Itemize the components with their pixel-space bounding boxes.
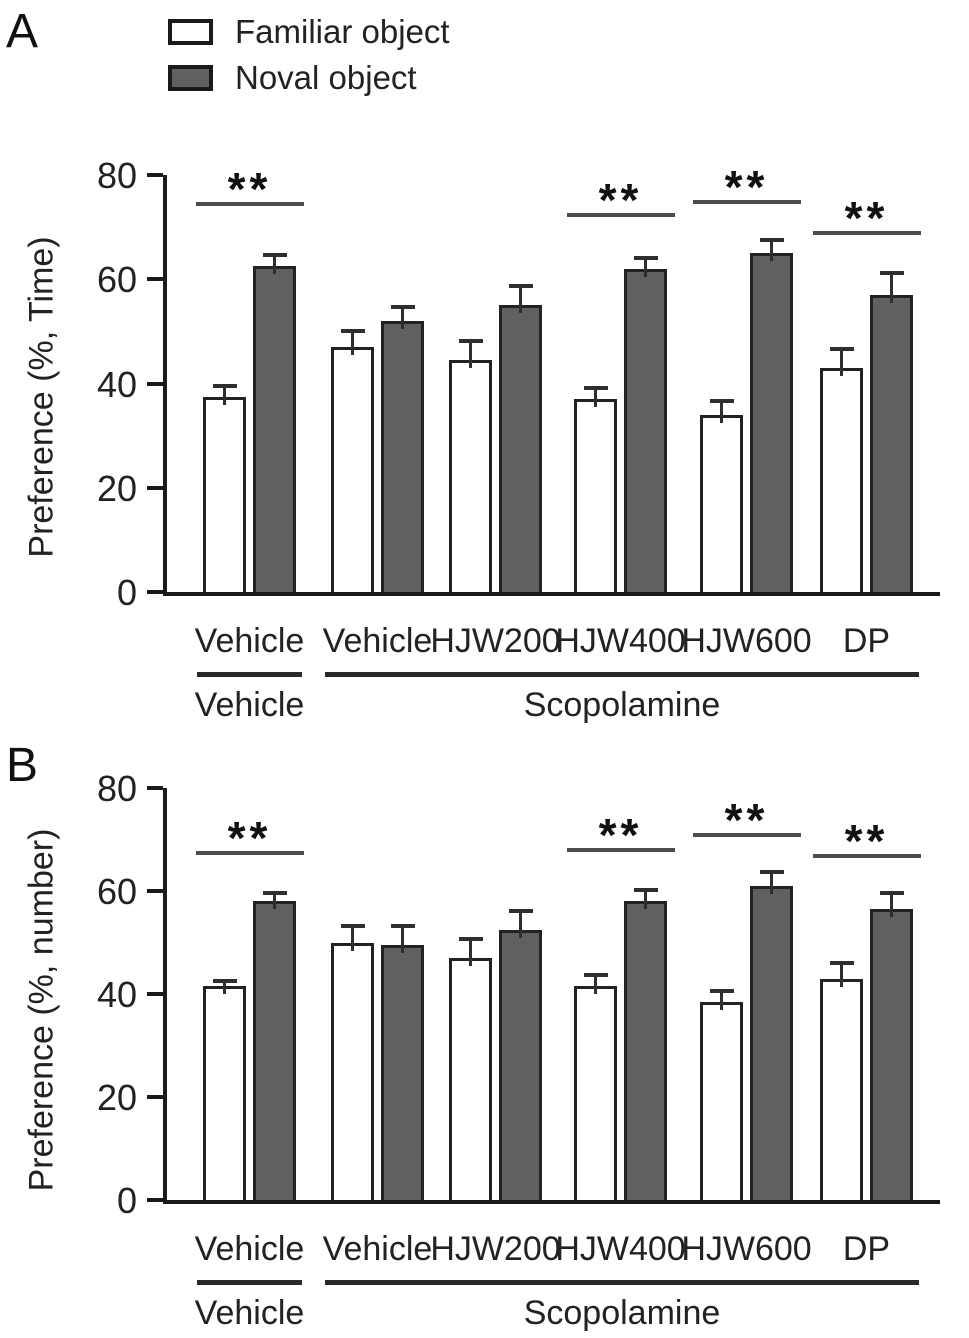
legend-label-novel: Noval object <box>235 59 417 96</box>
familiar-bar <box>574 986 617 1200</box>
y-tick-label: 60 <box>96 871 137 912</box>
novel-bar <box>381 321 424 592</box>
y-axis-tick <box>147 382 163 386</box>
error-bar-cap <box>263 253 287 257</box>
familiar-bar <box>574 399 617 592</box>
error-bar-cap <box>509 284 533 288</box>
error-bar-cap <box>509 909 533 913</box>
novel-bar <box>499 930 542 1200</box>
panel-a-y-axis-title: Preference (%, Time) <box>22 236 61 558</box>
error-bar-cap <box>213 384 237 388</box>
category-label: HJW200 <box>430 1230 561 1268</box>
y-axis-tick <box>147 173 163 177</box>
x-axis-line <box>163 592 940 596</box>
familiar-bar <box>820 368 863 592</box>
familiar-bar <box>203 986 246 1200</box>
error-bar-cap <box>391 305 415 309</box>
error-bar-cap <box>880 891 904 895</box>
error-bar-stem <box>519 909 522 938</box>
novel-bar <box>870 295 913 592</box>
y-axis-tick <box>147 992 163 996</box>
error-bar-cap <box>830 961 854 965</box>
error-bar-stem <box>401 924 404 953</box>
y-tick-label: 40 <box>96 363 137 405</box>
error-bar-stem <box>840 347 843 376</box>
group-axis-line <box>197 1280 302 1285</box>
y-axis-tick <box>147 486 163 490</box>
novel-swatch <box>168 65 213 91</box>
error-bar-cap <box>760 870 784 874</box>
legend-item-familiar <box>168 13 450 50</box>
error-bar-stem <box>890 271 893 302</box>
y-tick-label: 0 <box>116 1180 137 1221</box>
y-axis-tick <box>147 590 163 594</box>
error-bar-stem <box>469 937 472 966</box>
error-bar-cap <box>584 973 608 977</box>
panel-b-chart <box>96 768 940 1332</box>
error-bar-cap <box>341 329 365 333</box>
familiar-bar <box>449 360 492 592</box>
group-axis-line <box>325 1280 919 1285</box>
group-axis-label: Scopolamine <box>523 1294 721 1332</box>
significance-stars: ** <box>844 814 889 867</box>
category-label: HJW600 <box>681 1230 812 1268</box>
novel-bar <box>624 269 667 592</box>
familiar-swatch <box>168 19 213 45</box>
familiar-bar <box>331 943 374 1201</box>
familiar-bar <box>331 347 374 592</box>
y-axis-line <box>163 175 167 592</box>
novel-bar <box>870 909 913 1200</box>
error-bar-cap <box>263 891 287 895</box>
novel-bar <box>624 901 667 1200</box>
category-label: DP <box>842 1230 891 1268</box>
significance-stars: ** <box>598 809 643 862</box>
significance-stars: ** <box>227 811 272 864</box>
x-axis-line <box>163 1200 940 1204</box>
significance-stars: ** <box>227 163 272 216</box>
group-axis-label: Scopolamine <box>523 686 721 724</box>
error-bar-cap <box>830 347 854 351</box>
y-axis-tick <box>147 1095 163 1099</box>
familiar-bar <box>700 1002 743 1200</box>
error-bar-cap <box>584 386 608 390</box>
y-tick-label: 40 <box>96 974 137 1015</box>
novel-bar <box>253 266 296 592</box>
category-label: HJW400 <box>555 622 686 660</box>
y-axis-tick <box>147 889 163 893</box>
y-axis-tick <box>147 786 163 790</box>
error-bar-cap <box>710 399 734 403</box>
error-bar-cap <box>459 937 483 941</box>
error-bar-cap <box>760 238 784 242</box>
significance-stars: ** <box>724 160 769 213</box>
category-label: HJW600 <box>681 622 812 660</box>
group-axis-line <box>325 672 919 677</box>
familiar-bar <box>820 979 863 1200</box>
panel-b-y-axis-title: Preference (%, number) <box>22 828 61 1192</box>
group-axis-label: Vehicle <box>194 1294 305 1332</box>
novel-bar <box>381 945 424 1200</box>
error-bar-stem <box>519 284 522 313</box>
significance-stars: ** <box>844 191 889 244</box>
novel-bar <box>253 901 296 1200</box>
y-tick-label: 0 <box>116 572 137 613</box>
error-bar-cap <box>634 888 658 892</box>
novel-bar <box>499 305 542 592</box>
category-label: DP <box>842 622 891 660</box>
error-bar-cap <box>710 989 734 993</box>
category-label: Vehicle <box>322 622 433 660</box>
y-axis-tick <box>147 277 163 281</box>
error-bar-cap <box>634 256 658 260</box>
y-tick-label: 20 <box>96 1077 137 1118</box>
category-label: Vehicle <box>322 1230 433 1268</box>
error-bar-stem <box>469 339 472 368</box>
legend-item-novel <box>168 59 450 96</box>
y-tick-label: 80 <box>96 768 137 809</box>
familiar-bar <box>203 397 246 592</box>
y-tick-label: 80 <box>96 155 137 196</box>
error-bar-cap <box>880 271 904 275</box>
group-axis-line <box>197 672 302 677</box>
category-label: HJW200 <box>430 622 561 660</box>
panel-a-letter: A <box>6 5 39 58</box>
error-bar-cap <box>391 924 415 928</box>
category-label: Vehicle <box>194 622 305 660</box>
category-label: Vehicle <box>194 1230 305 1268</box>
legend-label-familiar: Familiar object <box>235 13 450 50</box>
panel-b-letter: B <box>6 739 39 792</box>
error-bar-cap <box>213 979 237 983</box>
familiar-bar <box>449 958 492 1200</box>
error-bar-cap <box>341 924 365 928</box>
y-axis-line <box>163 788 167 1200</box>
panel-a-chart <box>96 155 940 724</box>
y-tick-label: 60 <box>96 259 137 301</box>
significance-stars: ** <box>724 793 769 846</box>
legend <box>168 13 450 108</box>
familiar-bar <box>700 415 743 592</box>
error-bar-cap <box>459 339 483 343</box>
category-label: HJW400 <box>555 1230 686 1268</box>
novel-bar <box>750 253 793 592</box>
y-axis-tick <box>147 1198 163 1202</box>
y-tick-label: 20 <box>96 467 137 509</box>
group-axis-label: Vehicle <box>194 686 305 724</box>
significance-stars: ** <box>598 173 643 226</box>
novel-bar <box>750 886 793 1200</box>
